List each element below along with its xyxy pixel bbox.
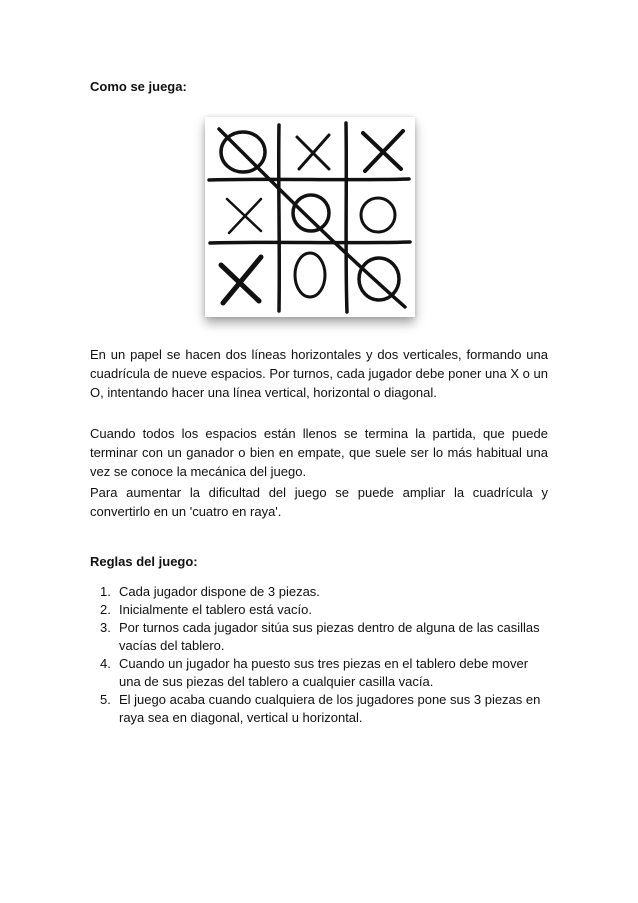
heading-rules: Reglas del juego: [90,554,198,569]
list-item [90,619,548,655]
list-item [90,691,548,727]
tic-tac-toe-board [205,117,415,317]
list-item-number: 2. [100,602,111,617]
list-item-number: 1. [100,584,111,599]
cell-2-x-mark [363,131,403,171]
list-item-number: 3. [100,620,111,635]
tic-tac-toe-illustration [205,117,415,317]
list-item-text: El juego acaba cuando cualquiera de los jugadores pone sus 3 piezas en raya sea en diagonal, vertical u horizontal. [119,692,541,725]
cell-4-o-mark [293,195,329,231]
rules-list [90,583,548,727]
list-item [90,583,548,601]
paragraph-intro: En un papel se hacen dos líneas horizontales y dos verticales, formando una cuadrícula de nueve espacios. Por turnos, cada jugador debe poner una X o un O, intentando hacer una línea vertical, horizontal o diagonal. [90,347,548,400]
list-item [90,601,548,619]
cell-3-x-mark [227,199,261,233]
cell-5-o-mark [361,198,395,232]
list-item-text: Inicialmente el tablero está vacío. [119,602,312,617]
list-item [90,655,548,691]
paragraph-difficulty: Para aumentar la dificultad del juego se puede ampliar la cuadrícula y convertirlo en un 'cuatro en raya'. [90,485,548,519]
cell-7-o-mark [295,253,325,297]
cell-6-x-mark [221,257,261,303]
list-item-number: 4. [100,656,111,671]
heading-how-to-play: Como se juega: [90,79,187,94]
cell-1-x-mark [297,135,329,169]
cell-8-o-mark [359,258,399,300]
list-item-text: Cada jugador dispone de 3 piezas. [119,584,320,599]
list-item-text: Cuando un jugador ha puesto sus tres piezas en el tablero debe mover una de sus piezas del tablero a cualquier casilla vacía. [119,656,529,689]
list-item-number: 5. [100,692,111,707]
paragraph-end-of-game: Cuando todos los espacios están llenos se termina la partida, que puede terminar con un ganador o bien en empate, que suele ser lo más habitual una vez se conoce la mecánica del juego. [90,426,548,479]
list-item-text: Por turnos cada jugador sitúa sus piezas dentro de alguna de las casillas vacías del tablero. [119,620,540,653]
